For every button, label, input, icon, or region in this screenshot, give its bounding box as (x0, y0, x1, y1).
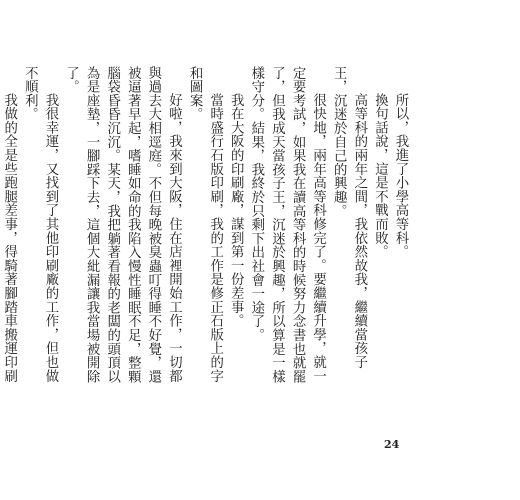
paragraph: 我在大阪的印刷廠，謀到第一份差事。 (228, 92, 244, 328)
page-number: 24 (384, 438, 400, 451)
paragraph: 當時盛行石版印刷，我的工作是修正石版上的字和圖案。 (187, 66, 223, 383)
paragraph: 很快地，兩年高等科修完了。要繼續升學，就一定要考試，如果我在讀高等科的時候努力念書也就罷了，但我成天當孩子王，沉迷於興趣，所以算是一樣樣守分。結果，我終於只剩下出社會一途了。 (248, 66, 326, 384)
paragraph: 換句話說，這是不戰而敗。 (372, 92, 388, 259)
paragraph: 我做的全是些跑腿差事，得騎著腳踏車搬運印刷 (1, 92, 17, 383)
paragraph: 所以，我進了小學高等科。 (393, 92, 408, 259)
body-text (0, 66, 410, 396)
paragraph: 高等科的兩年之間，我依然故我，繼續當孩子王，沉迷於自己的興趣。 (331, 66, 367, 369)
paragraph: 好啦，我來到大阪，住在店裡開始工作，一切都與過去大相逕庭。不但每晚被臭蟲叮得睡不好覺，還被逼著早起，嗜睡如命的我陷入慢性睡眠不足，整顆腦袋昏昏沉沉。某天，我把躺著看報的老闆的頭頂以為是座墊，一腳踩下去，這個大紕漏讓我當場被開除了。 (63, 66, 182, 384)
paragraph: 我很幸運，又找到了其他印刷廠的工作，但也做不順利。 (22, 66, 58, 383)
